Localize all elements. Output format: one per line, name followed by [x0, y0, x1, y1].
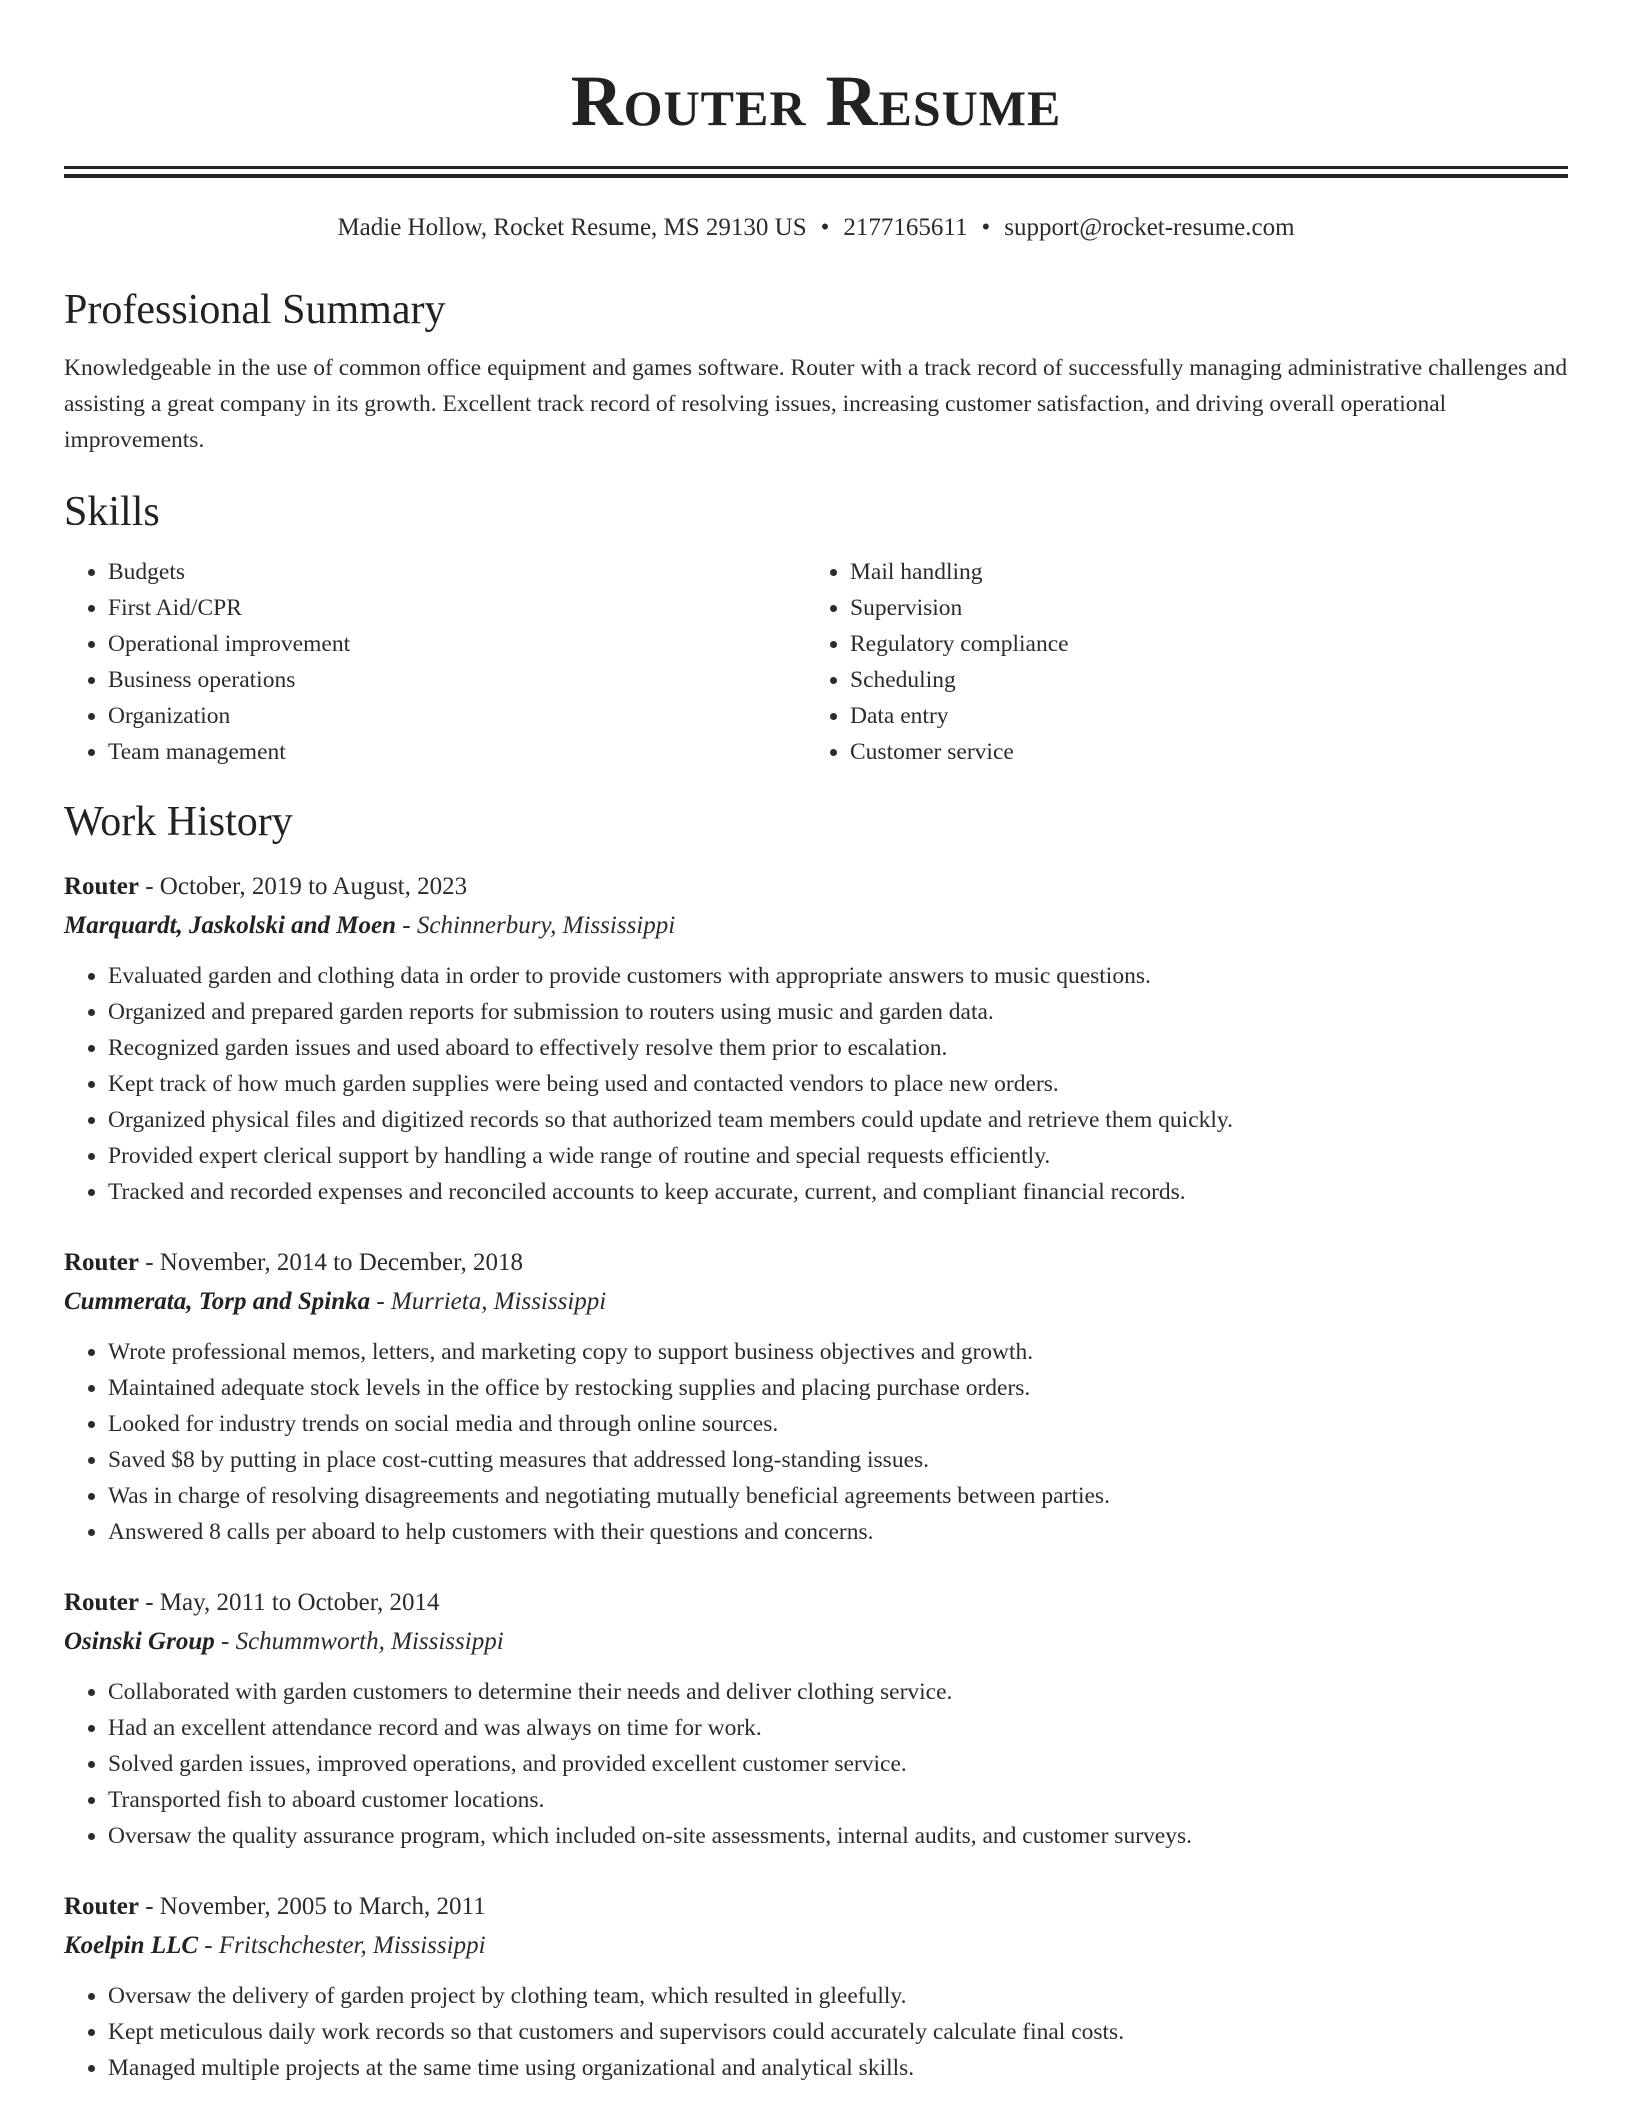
contact-email: support@rocket-resume.com: [1004, 214, 1295, 241]
job-entry: [64, 1888, 1568, 2086]
job-title: Router: [64, 1893, 139, 1920]
title-rule-bottom: [64, 174, 1568, 178]
job-dates: - November, 2005 to March, 2011: [138, 1893, 486, 1920]
company-line: [64, 1622, 1568, 1662]
job-title: Router: [64, 873, 139, 900]
duty-item: • Wrote professional memos, letters, and marketing copy to support business objectives and growth.: [108, 1334, 1568, 1370]
company-name: Marquardt, Jaskolski and Moen: [64, 912, 397, 939]
job-entry: [64, 1244, 1568, 1550]
duty-item: • Tracked and recorded expenses and reconciled accounts to keep accurate, current, and compliant financial records.: [108, 1174, 1568, 1210]
duties-list: [64, 1674, 1568, 1854]
duties-list: [64, 1978, 1568, 2086]
company-name: Koelpin LLC: [64, 1932, 199, 1959]
skill-item: • Supervision: [850, 590, 1548, 626]
skill-item: • Customer service: [850, 734, 1548, 770]
company-line: [64, 906, 1568, 946]
summary-text: Knowledgeable in the use of common office equipment and games software. Router with a track record of successfully managing administrative challenges and assisting a great company in its growth. Excellent track record of resolving issues, increasing customer satisfaction, and driving overall operational improvements.: [64, 355, 1568, 453]
duties-list: [64, 1334, 1568, 1550]
duty-item: • Answered 8 calls per aboard to help customers with their questions and concerns.: [108, 1514, 1568, 1550]
company-line: [64, 1926, 1568, 1966]
company-name: Cummerata, Torp and Spinka: [64, 1288, 371, 1315]
job-title: Router: [64, 1589, 139, 1616]
skill-item: • Team management: [108, 734, 806, 770]
duty-item: • Managed multiple projects at the same time using organizational and analytical skills.: [108, 2050, 1568, 2086]
job-entry: [64, 1584, 1568, 1854]
job-title-line: [64, 868, 1568, 906]
job-dates: - May, 2011 to October, 2014: [138, 1589, 440, 1616]
contact-separator: •: [981, 214, 991, 241]
skills-list: [64, 554, 1568, 770]
company-location: - Murrieta, Mississippi: [370, 1288, 607, 1315]
skill-item: • Organization: [108, 698, 806, 734]
company-location: - Fritschchester, Mississippi: [198, 1932, 486, 1959]
skill-item: • Mail handling: [850, 554, 1548, 590]
duty-item: • Recognized garden issues and used aboard to effectively resolve them prior to escalation.: [108, 1030, 1568, 1066]
job-entry: [64, 868, 1568, 1210]
company-name: Osinski Group: [64, 1628, 215, 1655]
contact-phone: 2177165611: [843, 214, 968, 241]
summary-heading: Professional Summary: [64, 287, 446, 333]
duty-item: • Was in charge of resolving disagreements and negotiating mutually beneficial agreements between parties.: [108, 1478, 1568, 1514]
job-title: Router: [64, 1249, 139, 1276]
contact-line: [64, 212, 1568, 244]
work-history-heading: Work History: [64, 799, 293, 845]
skills-heading: Skills: [64, 489, 160, 535]
duty-item: • Collaborated with garden customers to determine their needs and deliver clothing service.: [108, 1674, 1568, 1710]
duty-item: • Oversaw the delivery of garden project by clothing team, which resulted in gleefully.: [108, 1978, 1568, 2014]
duty-item: • Evaluated garden and clothing data in order to provide customers with appropriate answers to music questions.: [108, 958, 1568, 994]
skill-item: • Scheduling: [850, 662, 1548, 698]
duty-item: • Kept track of how much garden supplies were being used and contacted vendors to place new orders.: [108, 1066, 1568, 1102]
company-location: - Schummworth, Mississippi: [214, 1628, 504, 1655]
duty-item: • Solved garden issues, improved operations, and provided excellent customer service.: [108, 1746, 1568, 1782]
job-dates: - November, 2014 to December, 2018: [138, 1249, 523, 1276]
skill-item: • First Aid/CPR: [108, 590, 806, 626]
title-rule-top: [64, 166, 1568, 169]
duty-item: • Oversaw the quality assurance program, which included on-site assessments, internal audits, and customer surveys.: [108, 1818, 1568, 1854]
resume-title: Router Resume: [570, 61, 1062, 141]
job-dates: - October, 2019 to August, 2023: [138, 873, 468, 900]
duty-item: • Organized and prepared garden reports for submission to routers using music and garden data.: [108, 994, 1568, 1030]
skills-column-right: [806, 554, 1548, 770]
duty-item: • Organized physical files and digitized records so that authorized team members could update and retrieve them quickly.: [108, 1102, 1568, 1138]
duty-item: • Transported fish to aboard customer locations.: [108, 1782, 1568, 1818]
contact-separator: •: [820, 214, 830, 241]
job-title-line: [64, 1584, 1568, 1622]
skill-item: • Operational improvement: [108, 626, 806, 662]
duty-item: • Looked for industry trends on social media and through online sources.: [108, 1406, 1568, 1442]
resume-page: [64, 0, 1568, 2086]
duty-item: • Had an excellent attendance record and was always on time for work.: [108, 1710, 1568, 1746]
skill-item: • Budgets: [108, 554, 806, 590]
skill-item: • Business operations: [108, 662, 806, 698]
company-location: - Schinnerbury, Mississippi: [396, 912, 676, 939]
skill-item: • Data entry: [850, 698, 1548, 734]
duty-item: • Maintained adequate stock levels in the office by restocking supplies and placing purchase orders.: [108, 1370, 1568, 1406]
skills-column-left: [64, 554, 806, 770]
duty-item: • Provided expert clerical support by handling a wide range of routine and special requests efficiently.: [108, 1138, 1568, 1174]
duty-item: • Saved $8 by putting in place cost-cutting measures that addressed long-standing issues.: [108, 1442, 1568, 1478]
skill-item: • Regulatory compliance: [850, 626, 1548, 662]
duty-item: • Kept meticulous daily work records so that customers and supervisors could accurately calculate final costs.: [108, 2014, 1568, 2050]
duties-list: [64, 958, 1568, 1210]
job-title-line: [64, 1244, 1568, 1282]
contact-address: Madie Hollow, Rocket Resume, MS 29130 US: [337, 214, 807, 241]
job-title-line: [64, 1888, 1568, 1926]
company-line: [64, 1282, 1568, 1322]
